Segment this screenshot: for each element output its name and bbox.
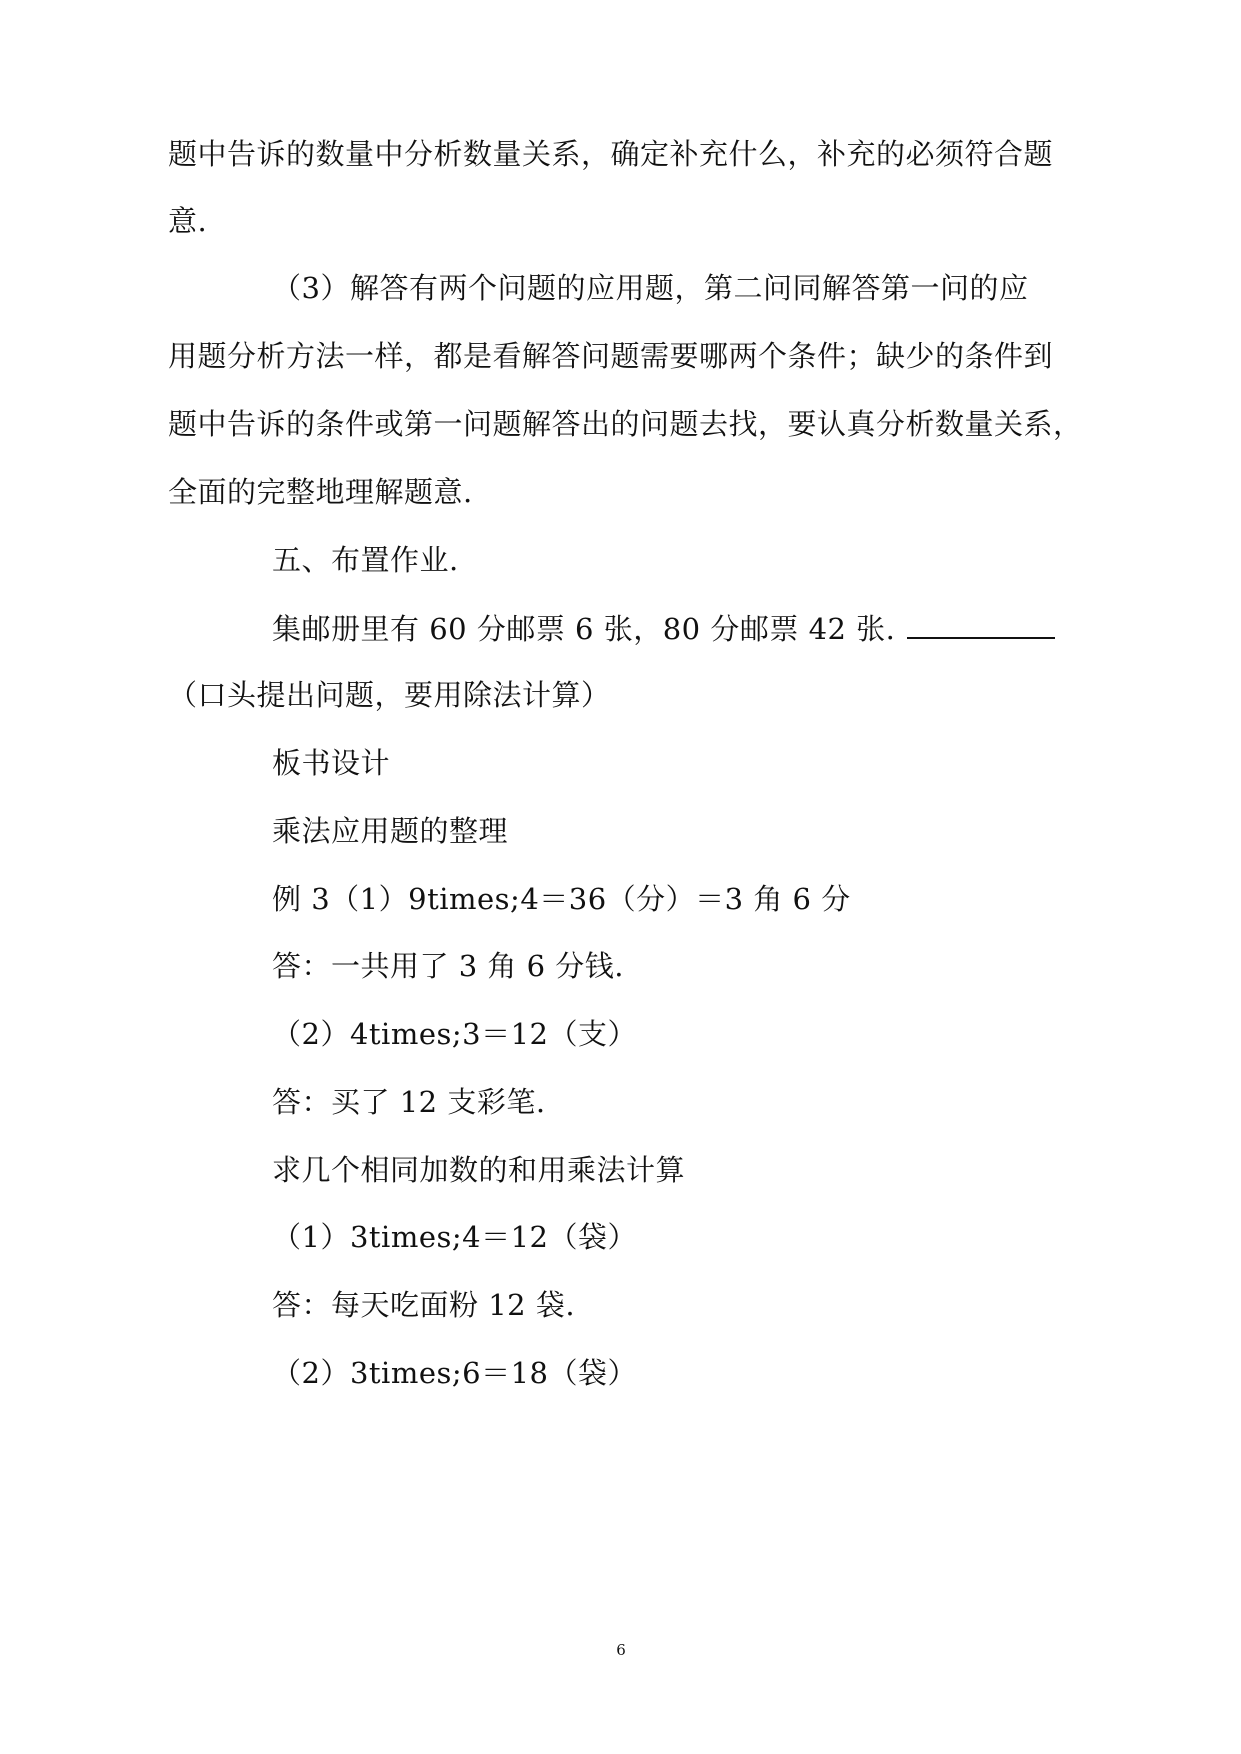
paragraph-line: （口头提出问题，要用除法计算） [168,678,611,712]
homework-question-text: 集邮册里有 60 分邮票 6 张，80 分邮票 42 张. [272,612,896,646]
paragraph-line: 题中告诉的条件或第一问题解答出的问题去找，要认真分析数量关系， [168,407,1083,441]
paragraph-line: 题中告诉的数量中分析数量关系，确定补充什么，补充的必须符合题 [168,137,1054,171]
equation-line: （2）4times;3＝12（支） [272,1017,637,1051]
equation-line: （2）3times;6＝18（袋） [272,1356,637,1390]
answer-blank [907,607,1055,639]
homework-question [272,607,1055,649]
page-number: 6 [616,1641,626,1659]
equation-line: （1）3times;4＝12（袋） [272,1220,637,1254]
paragraph-line: 用题分析方法一样，都是看解答问题需要哪两个条件；缺少的条件到 [168,339,1054,373]
board-title: 乘法应用题的整理 [272,814,509,848]
paragraph-line: 全面的完整地理解题意. [168,475,473,509]
equation-line: 例 3（1）9times;4＝36（分）＝3 角 6 分 [272,882,851,916]
section-heading: 五、布置作业. [272,543,459,577]
answer-line: 答：一共用了 3 角 6 分钱. [272,949,624,983]
paragraph-line: （3）解答有两个问题的应用题，第二问同解答第一问的应 [272,271,1029,305]
answer-line: 答：买了 12 支彩笔. [272,1085,546,1119]
board-subtitle: 求几个相同加数的和用乘法计算 [272,1153,686,1187]
paragraph-line: 意. [168,204,208,238]
section-heading: 板书设计 [272,746,391,780]
answer-line: 答：每天吃面粉 12 袋. [272,1288,576,1322]
